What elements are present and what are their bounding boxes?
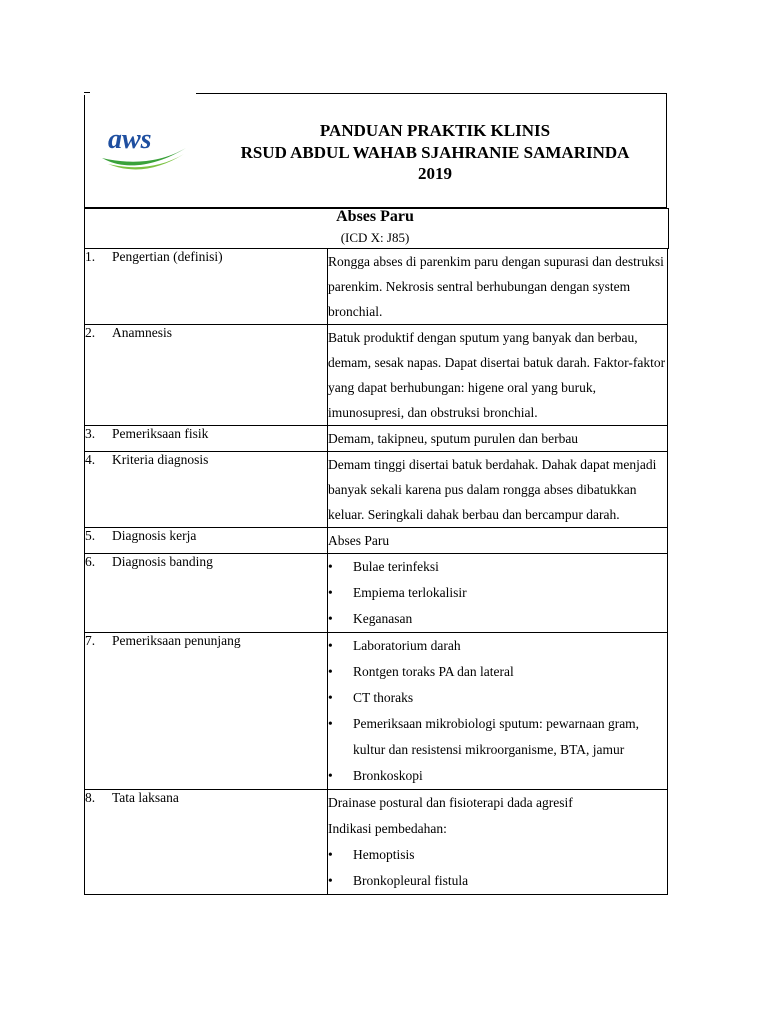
row-content-cell: [328, 325, 668, 426]
list-item: • Rontgen toraks PA dan lateral: [328, 659, 667, 685]
row-text: Demam, takipneu, sputum purulen dan berbau: [328, 431, 579, 446]
row-number: 2.: [85, 325, 96, 340]
row-number: 7.: [85, 633, 96, 648]
list-item: • Bulae terinfeksi: [328, 554, 667, 580]
row-content-cell: [328, 426, 668, 452]
list-item: • Bronkoskopi: [328, 763, 667, 789]
list-item: • Hemoptisis: [328, 842, 667, 868]
row-content-cell: [328, 528, 668, 554]
table-row: [85, 528, 668, 554]
table-row: [85, 426, 668, 452]
clinical-guideline-table: [84, 248, 668, 895]
row-label: Pemeriksaan penunjang: [112, 633, 241, 648]
icd-code: (ICD X: J85): [340, 230, 410, 245]
table-row: [85, 249, 668, 325]
row-number: 8.: [85, 790, 96, 805]
list-item: • CT thoraks: [328, 685, 667, 711]
table-row: [85, 325, 668, 426]
row-text: Abses Paru: [328, 533, 390, 548]
row-text: Drainase postural dan fisioterapi dada agresif: [328, 795, 573, 810]
row-number: 6.: [85, 554, 96, 569]
row-label-cell: [85, 426, 328, 452]
document-title: PANDUAN PRAKTIK KLINIS: [319, 121, 551, 140]
row-content-cell: [328, 554, 668, 633]
row-content-cell: [328, 452, 668, 528]
row-label: Kriteria diagnosis: [112, 452, 209, 467]
row-label-cell: [85, 790, 328, 895]
bullet-list: [328, 633, 667, 789]
list-item: • Laboratorium darah: [328, 633, 667, 659]
row-number: 3.: [85, 426, 96, 441]
row-label: Pengertian (definisi): [112, 249, 223, 264]
row-label: Diagnosis banding: [112, 554, 213, 569]
row-content-cell: [328, 790, 668, 895]
row-content-cell: [328, 633, 668, 790]
hospital-logo: [98, 118, 188, 178]
row-text: Batuk produktif dengan sputum yang banyak dan berbau, demam, sesak napas. Dapat disertai batuk darah. Faktor-faktor yang dapat berhubungan: higene oral yang buruk, imunosupresi, dan obstruksi bronchial.: [328, 330, 666, 420]
row-number: 5.: [85, 528, 96, 543]
row-number: 1.: [85, 249, 96, 264]
list-item: • Keganasan: [328, 606, 667, 632]
table-row: [85, 790, 668, 895]
row-label-cell: [85, 633, 328, 790]
table-row: [85, 554, 668, 633]
row-label: Tata laksana: [112, 790, 179, 805]
row-content-cell: [328, 249, 668, 325]
document-year: 2019: [418, 164, 452, 183]
header-frame-tick: [84, 92, 90, 93]
list-item: • Bronkopleural fistula: [328, 868, 667, 894]
row-text: Demam tinggi disertai batuk berdahak. Dahak dapat menjadi banyak sekali karena pus dalam rongga abses dibatukkan keluar. Seringkali dahak berbau dan bercampur darah.: [328, 457, 657, 522]
row-label-cell: [85, 528, 328, 554]
table-row: [85, 452, 668, 528]
row-label: Diagnosis kerja: [112, 528, 197, 543]
row-label-cell: [85, 554, 328, 633]
row-text: Indikasi pembedahan:: [328, 821, 447, 836]
bullet-list: [328, 554, 667, 632]
row-label: Anamnesis: [112, 325, 172, 340]
row-number: 4.: [85, 452, 96, 467]
header-frame-gap: [84, 92, 196, 95]
list-item: • Pemeriksaan mikrobiologi sputum: pewarnaan gram, kultur dan resistensi mikroorganisme, BTA, jamur: [328, 711, 667, 763]
row-label-cell: [85, 325, 328, 426]
row-text: Rongga abses di parenkim paru dengan supurasi dan destruksi parenkim. Nekrosis sentral berhubungan dengan system bronchial.: [328, 254, 664, 319]
row-label-cell: [85, 249, 328, 325]
row-label-cell: [85, 452, 328, 528]
row-label: Pemeriksaan fisik: [112, 426, 209, 441]
table-row: [85, 633, 668, 790]
subject-title: Abses Paru: [336, 208, 414, 225]
svg-text:aws: aws: [108, 124, 152, 155]
list-item: • Empiema terlokalisir: [328, 580, 667, 606]
hospital-name: RSUD ABDUL WAHAB SJAHRANIE SAMARINDA: [240, 143, 630, 162]
bullet-list: [328, 842, 667, 894]
